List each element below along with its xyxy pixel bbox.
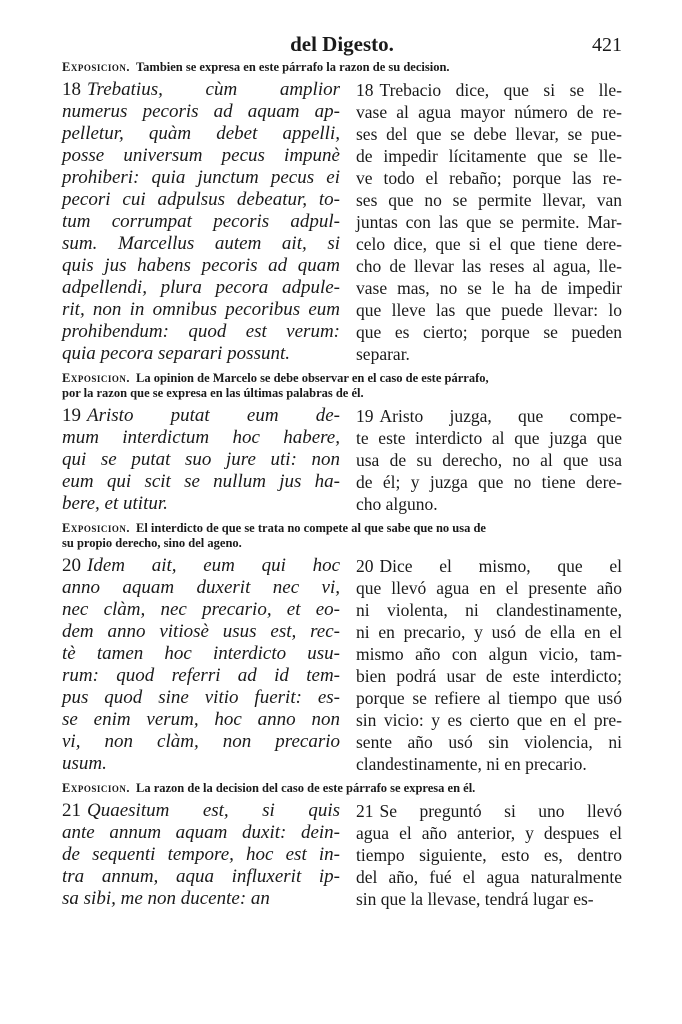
paragraph-pair [62,555,622,775]
latin-line [62,493,340,515]
spanish-line [356,211,622,233]
latin-line-text: Aristo putat eum de- [87,405,340,426]
page-content [62,60,622,910]
spanish-line [356,577,622,599]
page-number: 421 [592,34,622,56]
latin-line [62,145,340,167]
spanish-line-text: sin que la llevase, tendrá lugar es- [356,889,594,909]
spanish-line-text: de él; y juzga que no tiene dere- [356,472,622,492]
exposicion-text: La opinion de Marcelo se debe observar en el caso de este párrafo, [135,371,489,385]
spanish-line-text: ses que no se permite llevar, van [356,190,622,210]
exposicion-note [62,521,622,551]
spanish-line [356,866,622,888]
spanish-line-text: que lleve las que puede llevar: lo [356,300,622,320]
book-page [62,30,622,916]
latin-line [62,233,340,255]
paragraph-number: 18 [356,80,374,100]
spanish-line [356,555,622,577]
spanish-line [356,449,622,471]
exposicion-note [62,371,622,401]
spanish-line-text: mismo año con algun vicio, tam- [356,644,622,664]
spanish-line-text: usa de su derecho, no al que usa [356,450,622,470]
spanish-line [356,405,622,427]
latin-paragraph [62,79,340,365]
running-title: del Digesto. [290,32,394,56]
latin-line-text: pelletur, quàm debet appelli, [62,123,340,144]
latin-line [62,189,340,211]
spanish-line-text: que es cierto; porque se pueden [356,322,622,342]
latin-line-text: qui se putat suo jure uti: non [62,449,340,470]
spanish-line [356,255,622,277]
spanish-line [356,167,622,189]
spanish-line [356,145,622,167]
latin-paragraph [62,800,340,910]
latin-line-text: tum corrumpat pecoris adpul- [62,211,340,232]
spanish-line-text: sin vicio: y es cierto que en el pre- [356,710,622,730]
latin-line [62,167,340,189]
paragraph-number: 19 [62,405,81,426]
spanish-line [356,599,622,621]
spanish-line-text: del año, fué el agua naturalmente [356,867,622,887]
latin-line-text: pecori cui adpulsus debeatur, to- [62,189,340,210]
latin-line-text: sa sibi, me non ducente: an [62,888,270,909]
paragraph-number: 19 [356,406,374,426]
latin-line-text: anno aquam duxerit nec vi, [62,577,340,598]
spanish-line-text: ni en precario, y usó de ella en el [356,622,622,642]
spanish-line [356,844,622,866]
latin-line [62,101,340,123]
latin-line [62,471,340,493]
spanish-paragraph [356,405,622,515]
spanish-line [356,123,622,145]
spanish-line [356,79,622,101]
spanish-line-text: vase al agua mayor número de re- [356,102,622,122]
spanish-line [356,471,622,493]
latin-line-text: vi, non clàm, non precario [62,731,340,752]
spanish-line-text: vase mas, no se le ha de impedir [356,278,622,298]
spanish-line [356,343,622,365]
latin-line-text: posse universum pecus impunè [62,145,340,166]
latin-line [62,621,340,643]
exposicion-text: su propio derecho, sino del ageno. [62,536,242,550]
spanish-paragraph [356,79,622,365]
spanish-line-text: Trebacio dice, que si se lle- [379,80,622,100]
latin-line [62,427,340,449]
latin-line-text: eum qui scit se nullum jus ha- [62,471,340,492]
latin-line-text: de sequenti tempore, hoc est in- [62,844,340,865]
latin-line [62,643,340,665]
latin-line [62,822,340,844]
exposicion-label: Exposicion. [62,371,130,385]
latin-line [62,255,340,277]
latin-line [62,277,340,299]
spanish-line [356,493,622,515]
spanish-line-text: juntas con las que se permite. Mar- [356,212,622,232]
exposicion-text: El interdicto de que se trata no compete al que sabe que no usa de [135,521,486,535]
paragraph-pair [62,800,622,910]
spanish-line-text: te este interdicto al que juzga que [356,428,622,448]
spanish-line-text: ses del que se debe llevar, se pue- [356,124,622,144]
spanish-line [356,822,622,844]
paragraph-pair [62,79,622,365]
spanish-line-text: de impedir lícitamente que se lle- [356,146,622,166]
spanish-line [356,665,622,687]
latin-line [62,665,340,687]
running-header [62,30,622,60]
latin-line [62,343,340,365]
exposicion-label: Exposicion. [62,60,130,74]
paragraph-number: 18 [62,79,81,100]
latin-line [62,405,340,427]
latin-line-text: Idem ait, eum qui hoc [87,555,340,576]
exposicion-note [62,781,622,796]
exposicion-text: Tambien se expresa en este párrafo la razon de su decision. [135,60,450,74]
spanish-paragraph [356,555,622,775]
spanish-line [356,427,622,449]
latin-line [62,731,340,753]
latin-line [62,211,340,233]
spanish-line-text: tiempo siguiente, esto es, dentro [356,845,622,865]
exposicion-note [62,60,622,75]
latin-line-text: ante annum aquam duxit: dein- [62,822,340,843]
spanish-line [356,709,622,731]
spanish-line [356,888,622,910]
spanish-line [356,299,622,321]
latin-line-text: quis jus habens pecoris ad quam [62,255,340,276]
latin-line [62,709,340,731]
latin-line-text: rit, non in omnibus pecoribus eum [62,299,340,320]
latin-line-text: Quaesitum est, si quis [87,800,340,821]
latin-line [62,888,340,910]
latin-line [62,321,340,343]
paragraph-number: 20 [356,556,374,576]
spanish-line-text: porque se refiere al tiempo que usó [356,688,622,708]
spanish-line-text: celo dice, que si el que tiene dere- [356,234,622,254]
spanish-line-text: bien podrá usar de este interdicto; [356,666,622,686]
latin-line [62,800,340,822]
spanish-paragraph [356,800,622,910]
paragraph-number: 21 [62,800,81,821]
latin-line [62,599,340,621]
paragraph-number: 20 [62,555,81,576]
latin-paragraph [62,555,340,775]
spanish-line [356,277,622,299]
spanish-line-text: ni violenta, ni clandestinamente, [356,600,622,620]
latin-line-text: adpellendi, plura pecora adpule- [62,277,340,298]
exposicion-label: Exposicion. [62,781,130,795]
spanish-line-text: agua el año anterior, y despues el [356,823,622,843]
latin-line-text: numerus pecoris ad aquam ap- [62,101,340,122]
latin-line-text: sum. Marcellus autem ait, si [62,233,340,254]
latin-line-text: tè tamen hoc interdicto usu- [62,643,340,664]
spanish-line-text: ve todo el rebaño; porque las re- [356,168,622,188]
latin-paragraph [62,405,340,515]
latin-line-text: rum: quod referri ad id tem- [62,665,340,686]
latin-line [62,844,340,866]
spanish-line-text: clandestinamente, ni en precario. [356,754,587,774]
spanish-line-text: Dice el mismo, que el [379,556,622,576]
latin-line-text: bere, et utitur. [62,493,168,514]
spanish-line-text: que llevó agua en el presente año [356,578,622,598]
paragraph-pair [62,405,622,515]
latin-line [62,449,340,471]
latin-line-text: nec clàm, nec precario, et eo- [62,599,340,620]
spanish-line [356,189,622,211]
latin-line [62,687,340,709]
latin-line-text: prohiberi: quia junctum pecus ei [62,167,340,188]
latin-line-text: mum interdictum hoc habere, [62,427,340,448]
spanish-line-text: sente año usó sin violencia, ni [356,732,622,752]
spanish-line [356,731,622,753]
latin-line-text: pus quod sine vitio fuerit: es- [62,687,340,708]
spanish-line [356,621,622,643]
spanish-line [356,233,622,255]
spanish-line [356,643,622,665]
spanish-line-text: Se preguntó si uno llevó [379,801,622,821]
latin-line-text: tra annum, aqua influxerit ip- [62,866,340,887]
spanish-line [356,687,622,709]
exposicion-text: La razon de la decision del caso de este párrafo se expresa en él. [135,781,476,795]
spanish-line-text: separar. [356,344,410,364]
latin-line-text: prohibendum: quod est verum: [62,321,340,342]
latin-line [62,753,340,775]
spanish-line [356,753,622,775]
spanish-line [356,800,622,822]
spanish-line-text: cho alguno. [356,494,438,514]
latin-line-text: quia pecora separari possunt. [62,343,290,364]
latin-line [62,299,340,321]
latin-line-text: se enim verum, hoc anno non [62,709,340,730]
paragraph-number: 21 [356,801,374,821]
latin-line-text: usum. [62,753,107,774]
spanish-line [356,101,622,123]
spanish-line-text: cho de llevar las reses al agua, lle- [356,256,622,276]
spanish-line [356,321,622,343]
exposicion-text: por la razon que se expresa en las últimas palabras de él. [62,386,364,400]
exposicion-label: Exposicion. [62,521,130,535]
spanish-line-text: Aristo juzga, que compe- [379,406,622,426]
latin-line [62,555,340,577]
latin-line-text: dem anno vitiosè usus est, rec- [62,621,340,642]
latin-line [62,577,340,599]
latin-line [62,123,340,145]
latin-line [62,866,340,888]
latin-line-text: Trebatius, cùm amplior [87,79,340,100]
latin-line [62,79,340,101]
